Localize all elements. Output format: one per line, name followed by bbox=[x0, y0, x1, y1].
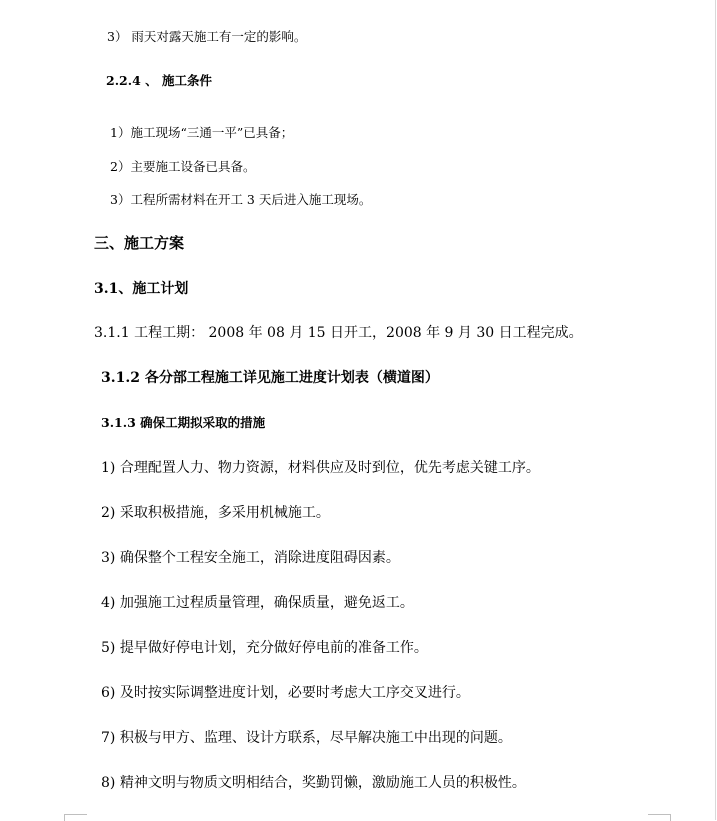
section-2-2-4-heading: 2.2.4 、 施工条件 bbox=[106, 73, 212, 88]
measure-2-line: 2) 采取积极措施，多采用机械施工。 bbox=[101, 505, 330, 521]
page-corner-mark-left bbox=[64, 814, 87, 821]
section-3-1-heading: 3.1、施工计划 bbox=[94, 281, 189, 297]
measure-3-line: 3) 确保整个工程安全施工，消除进度阻碍因素。 bbox=[101, 550, 400, 566]
section-3-1-3-heading: 3.1.3 确保工期拟采取的措施 bbox=[101, 415, 266, 430]
section-3-1-2-heading: 3.1.2 各分部工程施工详见施工进度计划表（横道图） bbox=[101, 370, 439, 386]
section-3-1-1-line: 3.1.1 工程工期： 2008 年 08 月 15 日开工，2008 年 9 月 30 日工程完成。 bbox=[94, 325, 583, 341]
measure-7-line: 7) 积极与甲方、监理、设计方联系，尽早解决施工中出现的问题。 bbox=[101, 730, 512, 746]
condition-2-line: 2）主要施工设备已具备。 bbox=[110, 159, 256, 174]
measure-8-line: 8) 精神文明与物质文明相结合，奖勤罚懒，激励施工人员的积极性。 bbox=[101, 775, 526, 791]
rain-impact-line: 3） 雨天对露天施工有一定的影响。 bbox=[107, 29, 307, 44]
chapter-3-heading: 三、施工方案 bbox=[94, 234, 185, 252]
measure-1-line: 1) 合理配置人力、物力资源，材料供应及时到位，优先考虑关键工序。 bbox=[101, 460, 540, 476]
measure-5-line: 5) 提早做好停电计划，充分做好停电前的准备工作。 bbox=[101, 640, 428, 656]
page-corner-mark-right bbox=[648, 814, 671, 821]
measure-6-line: 6) 及时按实际调整进度计划，必要时考虑大工序交叉进行。 bbox=[101, 685, 470, 701]
condition-1-line: 1）施工现场“三通一平”已具备； bbox=[110, 125, 294, 140]
condition-3-line: 3）工程所需材料在开工 3 天后进入施工现场。 bbox=[110, 192, 372, 207]
measure-4-line: 4) 加强施工过程质量管理，确保质量，避免返工。 bbox=[101, 595, 414, 611]
